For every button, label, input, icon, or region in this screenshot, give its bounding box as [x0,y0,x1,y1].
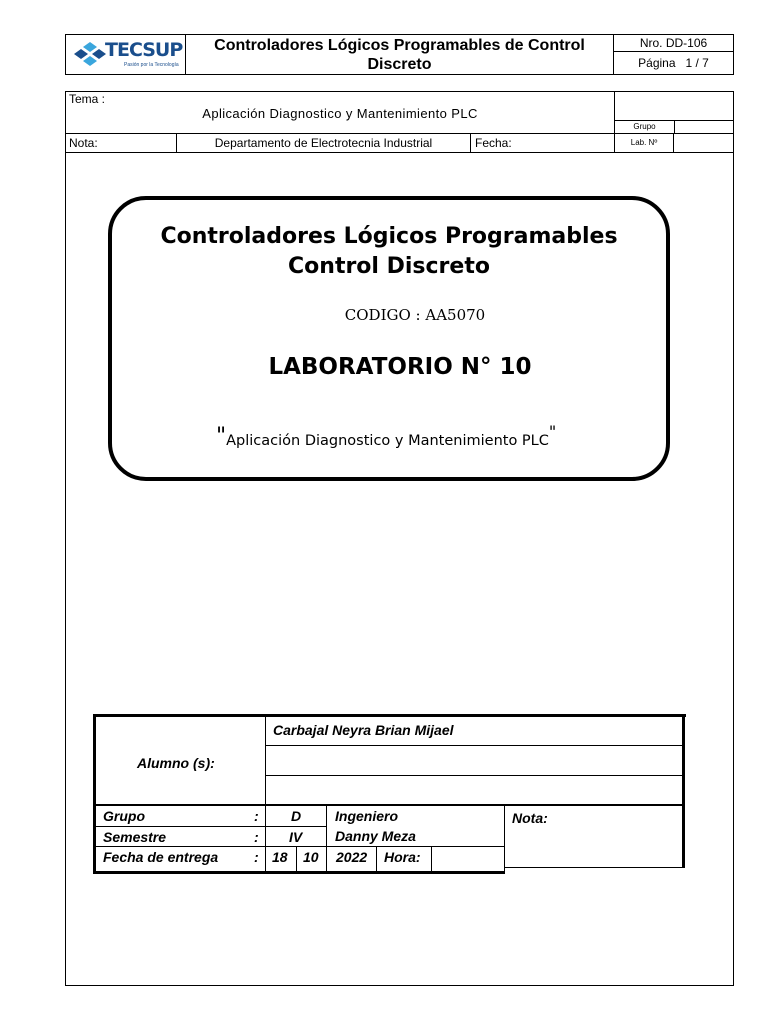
document-title: Controladores Lógicos Programables de Control Discreto [186,35,614,74]
document-number: Nro. DD-106 [614,35,733,52]
ingeniero-col-divider [326,806,327,872]
close-quote: " [548,422,557,441]
student-table-top-border [93,714,686,717]
value-col-divider [265,806,266,872]
hora-label: Hora: [384,849,421,865]
logo-text: TECSUP [105,39,183,61]
fecha-colon: : [254,849,259,865]
student-table-right-border [682,714,685,868]
student-table-nota-bottom [504,867,685,868]
fecha-mes: 10 [303,849,319,865]
alumno-row2-line [265,775,683,776]
logo-tagline: Pasión por la Tecnología [124,62,179,68]
semestre-label: Semestre [103,829,167,845]
semestre-colon: : [254,829,259,845]
tecsup-logo [66,35,186,74]
grupo-box [614,92,733,133]
document-header [65,34,734,75]
dia-mes-divider [296,846,297,872]
grupo-label: Grupo [615,120,674,133]
semestre-value: IV [289,829,303,845]
alumno-row1-line [265,745,683,746]
fecha-entrega-label: Fecha de entrega [103,849,219,865]
anio-divider [376,846,377,872]
value-row2-line [265,846,505,847]
ingeniero-label: Ingeniero [335,808,399,824]
lab-subtitle-text: Aplicación Diagnostico y Mantenimiento PLC [226,433,549,449]
lab-number-title: LABORATORIO N° 10 [268,354,532,380]
lab-number-label: Lab. Nº [614,134,673,152]
alumno-name: Carbajal Neyra Brian Mijael [273,722,454,738]
nota-col-divider [504,806,505,872]
grupo-row-line [96,826,266,827]
student-table-left-border [93,714,96,874]
fecha-anio: 2022 [336,849,368,865]
value-row1-line [265,826,327,827]
grupo-label: Grupo [103,808,145,824]
open-quote: " [216,424,227,449]
cover-title-line1: Controladores Lógicos Programables [160,224,618,249]
course-code: CODIGO : AA5070 [344,306,486,324]
nota-row [66,134,733,153]
hora-divider [431,846,432,872]
semestre-row-line [96,846,266,847]
ingeniero-name: Danny Meza [335,828,416,844]
tecsup-logo-icon [73,40,107,70]
grupo-colon: : [254,808,259,824]
page-number: Página 1 / 7 [638,56,709,70]
lab-subtitle [216,422,556,449]
cover-title-line2: Control Discreto [288,254,490,279]
tema-row [66,92,733,134]
department: Departamento de Electrotecnia Industrial [176,134,471,152]
nota-label: Nota: [69,136,98,150]
grupo-value-cell [674,120,734,133]
fecha-label: Fecha: [475,136,512,150]
tema-label: Tema : [69,92,106,106]
grupo-value: D [291,808,302,824]
nota-label-student: Nota: [512,810,548,826]
cover-box [108,196,670,481]
student-table-bottom-border [93,871,505,874]
student-table-mid-border [93,804,685,806]
alumno-label: Alumno (s): [137,755,215,771]
fecha-dia: 18 [272,849,288,865]
alumno-divider [265,717,266,804]
cover-title [112,222,666,282]
lab-number-value [673,134,733,152]
tema-value: Aplicación Diagnostico y Mantenimiento PLC [202,106,478,121]
